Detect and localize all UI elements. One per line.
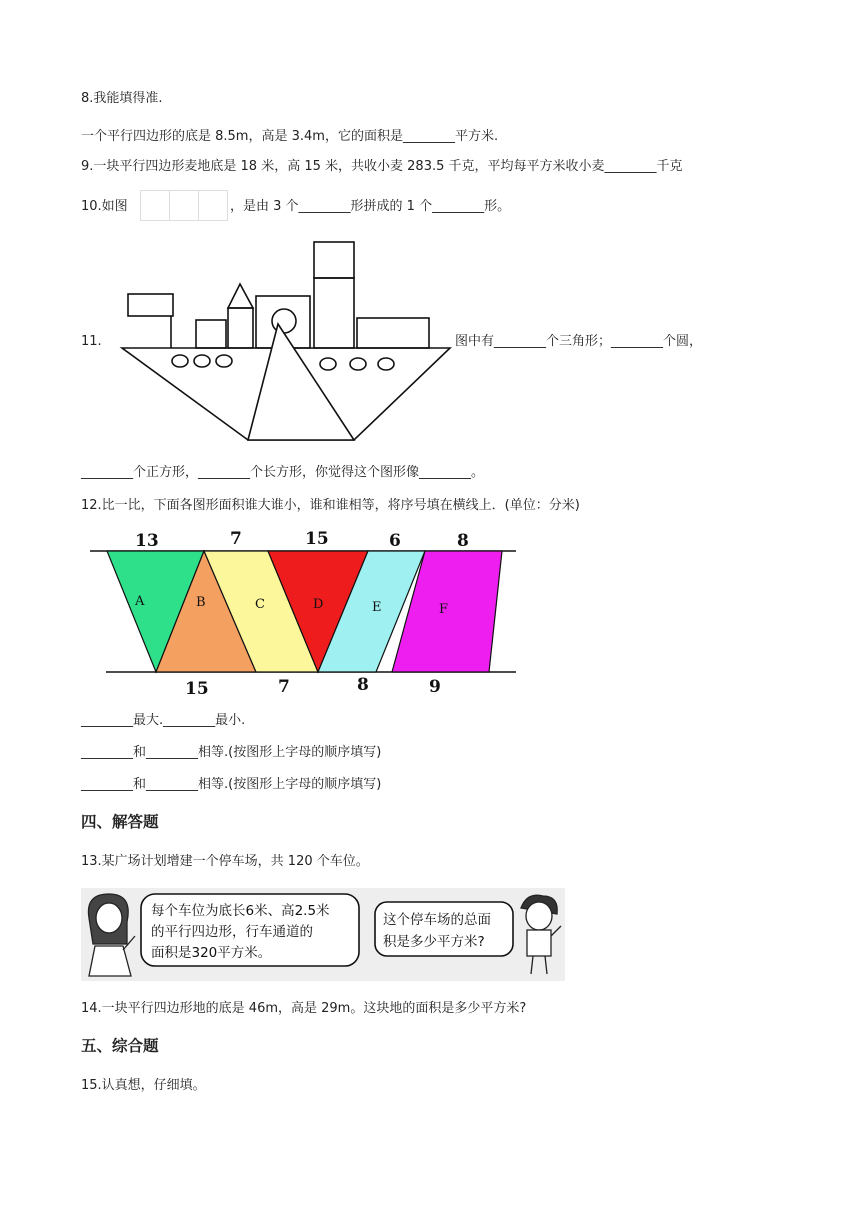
bottom-label: 8: [357, 675, 369, 695]
q13-text: 13.某广场计划增建一个停车场，共 120 个车位。: [81, 854, 369, 869]
bottom-label: 7: [278, 677, 290, 697]
q12-answer1: ________最大.________最小.: [81, 713, 246, 728]
q11-text2: ________个正方形，________个长方形，你觉得这个图形像________。: [81, 465, 485, 480]
shape-letter: E: [372, 600, 382, 615]
shape-letter: F: [439, 602, 449, 617]
shape-letter: B: [196, 595, 206, 610]
top-label: 8: [457, 531, 469, 551]
bubble-right-line: 积是多少平方米?: [383, 934, 485, 950]
shape-letter: C: [255, 597, 265, 612]
top-label: 13: [135, 531, 159, 551]
q12-answer3: ________和________相等.(按图形上字母的顺序填写): [81, 777, 382, 792]
q9-text: 9.一块平行四边形麦地底是 18 米，高 15 米，共收小麦 283.5 千克，平均每平方米收小麦________千克: [81, 159, 683, 174]
q11-number: 11.: [81, 334, 102, 349]
q14-text: 14.一块平行四边形地的底是 46m，高是 29m。这块地的面积是多少平方米?: [81, 1001, 527, 1016]
q12-title: 12.比一比，下面各图形面积谁大谁小，谁和谁相等，将序号填在横线上．(单位：分米): [81, 498, 580, 513]
three-squares-figure: [140, 190, 228, 221]
q12-answer2: ________和________相等.(按图形上字母的顺序填写): [81, 745, 382, 760]
parking-illustration: [81, 888, 565, 981]
shape-letter: D: [313, 597, 324, 612]
shape-letter: A: [135, 594, 145, 609]
bubble-left-line: 每个车位为底长6米、高2.5米: [151, 903, 330, 919]
parallel-shapes-figure: [80, 528, 530, 703]
bottom-label: 15: [185, 679, 209, 699]
q8-text: 一个平行四边形的底是 8.5m，高是 3.4m，它的面积是________平方米.: [81, 129, 499, 144]
ship-figure: [118, 240, 453, 445]
top-label: 7: [230, 529, 242, 549]
q10-prefix: 10.如图: [81, 199, 128, 214]
section5-heading: 五、综合题: [81, 1037, 159, 1055]
bottom-label: 9: [429, 677, 441, 697]
q8-title: 8.我能填得准.: [81, 91, 163, 106]
top-label: 6: [389, 531, 401, 551]
q10-suffix: ，是由 3 个________形拼成的 1 个________形。: [230, 199, 511, 214]
q15-text: 15.认真想，仔细填。: [81, 1078, 206, 1093]
top-label: 15: [305, 529, 329, 549]
bubble-left-line: 的平行四边形，行车通道的: [151, 924, 313, 940]
bubble-left-line: 面积是320平方米。: [151, 945, 272, 961]
q11-text1: 图中有________个三角形；________个圆，: [455, 334, 703, 349]
section4-heading: 四、解答题: [81, 813, 159, 831]
bubble-right-line: 这个停车场的总面: [383, 912, 491, 928]
